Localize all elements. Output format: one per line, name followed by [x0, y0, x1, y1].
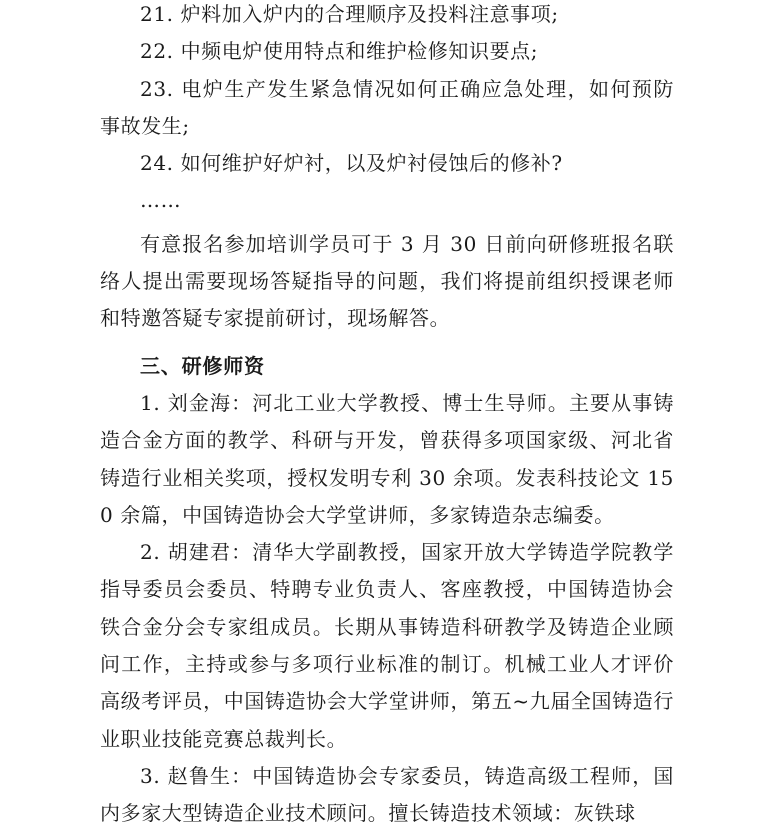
- list-item-21: 21. 炉料加入炉内的合理顺序及投料注意事项;: [140, 2, 559, 26]
- list-item-22: 22. 中频电炉使用特点和维护检修知识要点;: [140, 39, 539, 64]
- ellipsis: ……: [140, 188, 182, 213]
- instructor-3: 3. 赵鲁生：中国铸造协会专家委员，铸造高级工程师，国内多家大型铸造企业技术顾问。擅长铸造技术领域：灰铁球: [100, 763, 674, 826]
- instructor-1: 1. 刘金海：河北工业大学教授、博士生导师。主要从事铸造合金方面的教学、科研与开发，曾获得多项国家级、河北省铸造行业相关奖项，授权发明专利 30 余项。发表科技论文 150 余篇，中国铸造协会大学堂讲师，多家铸造杂志编委。: [100, 390, 674, 527]
- registration-note: 有意报名参加培训学员可于 3 月 30 日前向研修班报名联络人提出需要现场答疑指导的问题，我们将提前组织授课老师和特邀答疑专家提前研讨，现场解答。: [100, 231, 674, 331]
- list-item-23: 23. 电炉生产发生紧急情况如何正确应急处理，如何预防事故发生;: [100, 76, 674, 138]
- list-item-24: 24. 如何维护好炉衬，以及炉衬侵蚀后的修补?: [140, 151, 563, 176]
- document-page: [100, 0, 674, 833]
- section-heading: 三、研修师资: [140, 353, 265, 378]
- instructor-2: 2. 胡建君：清华大学副教授，国家开放大学铸造学院教学指导委员会委员、特聘专业负责人、客座教授，中国铸造协会铁合金分会专家组成员。长期从事铸造科研教学及铸造企业顾问工作，主持或参与多项行业标准的制订。机械工业人才评价高级考评员，中国铸造协会大学堂讲师，第五~九届全国铸造行业职业技能竞赛总裁判长。: [100, 540, 674, 751]
